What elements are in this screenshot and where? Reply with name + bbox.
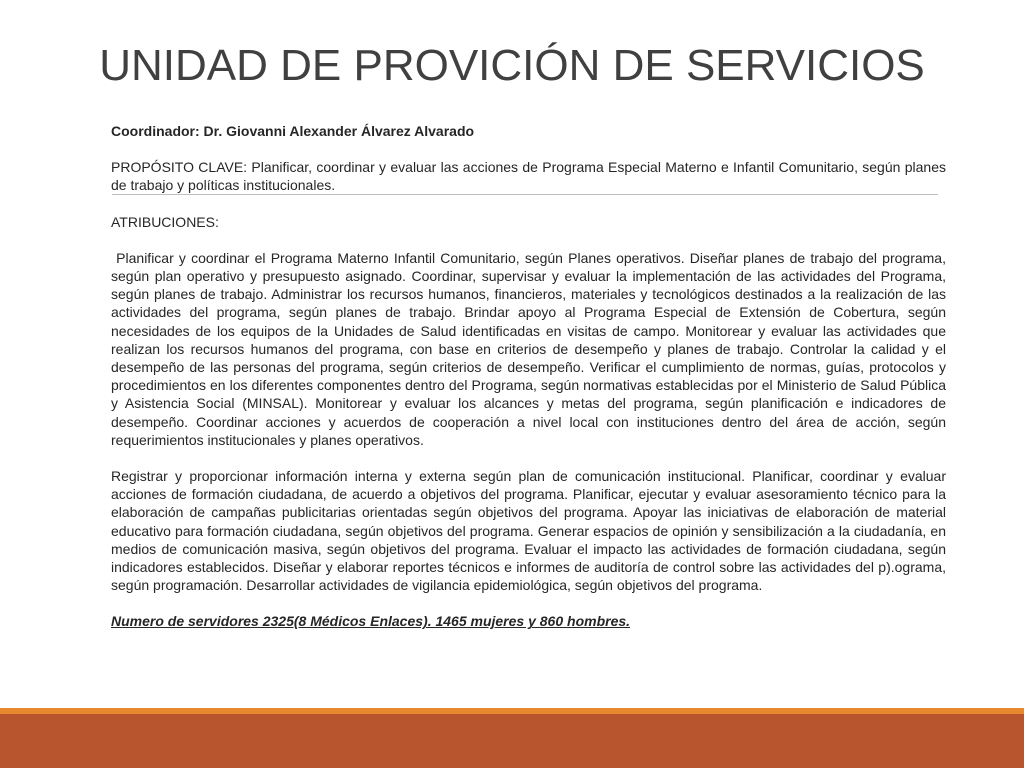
attributions-heading: ATRIBUCIONES:	[111, 213, 219, 230]
attributions-paragraph-1: Planificar y coordinar el Programa Materno Infantil Comunitario, según Planes operativos. Diseñar planes de trabajo del programa, según plan operativo y presupuesto asignado. Coordinar, supervisar y evaluar la implementación de las actividades del Programa, según planes de trabajo. Administrar los recursos humanos, financieros, materiales y tecnológicos destinados a la realización de las actividades del programa, según planes de trabajo. Brindar apoyo al Programa Especial de Extensión de Cobertura, según necesidades de los equipos de la Unidades de Salud identificadas en visitas de campo. Monitorear y evaluar las actividades que realizan los recursos humanos del programa, con base en criterios de desempeño y planes de trabajo. Controlar la calidad y el desempeño de las personas del programa, según criterios de desempeño. Verificar el cumplimiento de normas, guías, protocolos y procedimientos en los diferentes componentes dentro del Programa, según normativas establecidas por el Ministerio de Salud Pública y Asistencia Social (MINSAL). Monitorear y evaluar los alcances y metas del programa, según planificación e indicadores de desempeño. Coordinar acciones y acuerdos de cooperación a nivel local con instituciones dentro del área de acción, según requerimientos institucionales y planes operativos.	[111, 249, 950, 448]
attributions-paragraph-2: Registrar y proporcionar información interna y externa según plan de comunicación institucional. Planificar, coordinar y evaluar acciones de formación ciudadana, de acuerdo a objetivos del programa. Planificar, ejecutar y evaluar asesoramiento técnico para la elaboración de campañas publicitarias orientadas según objetivos del programa. Apoyar las iniciativas de elaboración de material educativo para formación ciudadana, según objetivos del programa. Generar espacios de opinión y sensibilización a la ciudadanía, en medios de comunicación masiva, según objetivos del programa. Evaluar el impacto las actividades de formación ciudadana, según indicadores establecidos. Diseñar y elaborar reportes técnicos e informes de auditoría de control sobre las actividades del p).ograma, según programación. Desarrollar actividades de vigilancia epidemiológica, según objetivos del programa.	[111, 468, 946, 594]
spacer	[111, 195, 946, 213]
slide-title: UNIDAD DE PROVICIÓN DE SERVICIOS	[99, 41, 925, 90]
servers-count-note	[111, 612, 946, 630]
spacer	[111, 140, 946, 158]
spacer	[111, 231, 946, 249]
slide-content	[111, 122, 950, 631]
purpose-paragraph: PROPÓSITO CLAVE: Planificar, coordinar y evaluar las acciones de Programa Especial Materno e Infantil Comunitario, según planes de trabajo y políticas institucionales.	[111, 159, 946, 194]
coordinator-line: Coordinador: Dr. Giovanni Alexander Álvarez Alvarado	[111, 123, 475, 139]
servers-count-text: Numero de servidores 2325(8 Médicos Enlaces). 1465 mujeres y 860 hombres.	[111, 613, 631, 630]
spacer	[111, 594, 946, 612]
footer-bar	[0, 714, 1024, 768]
spacer	[111, 449, 946, 467]
